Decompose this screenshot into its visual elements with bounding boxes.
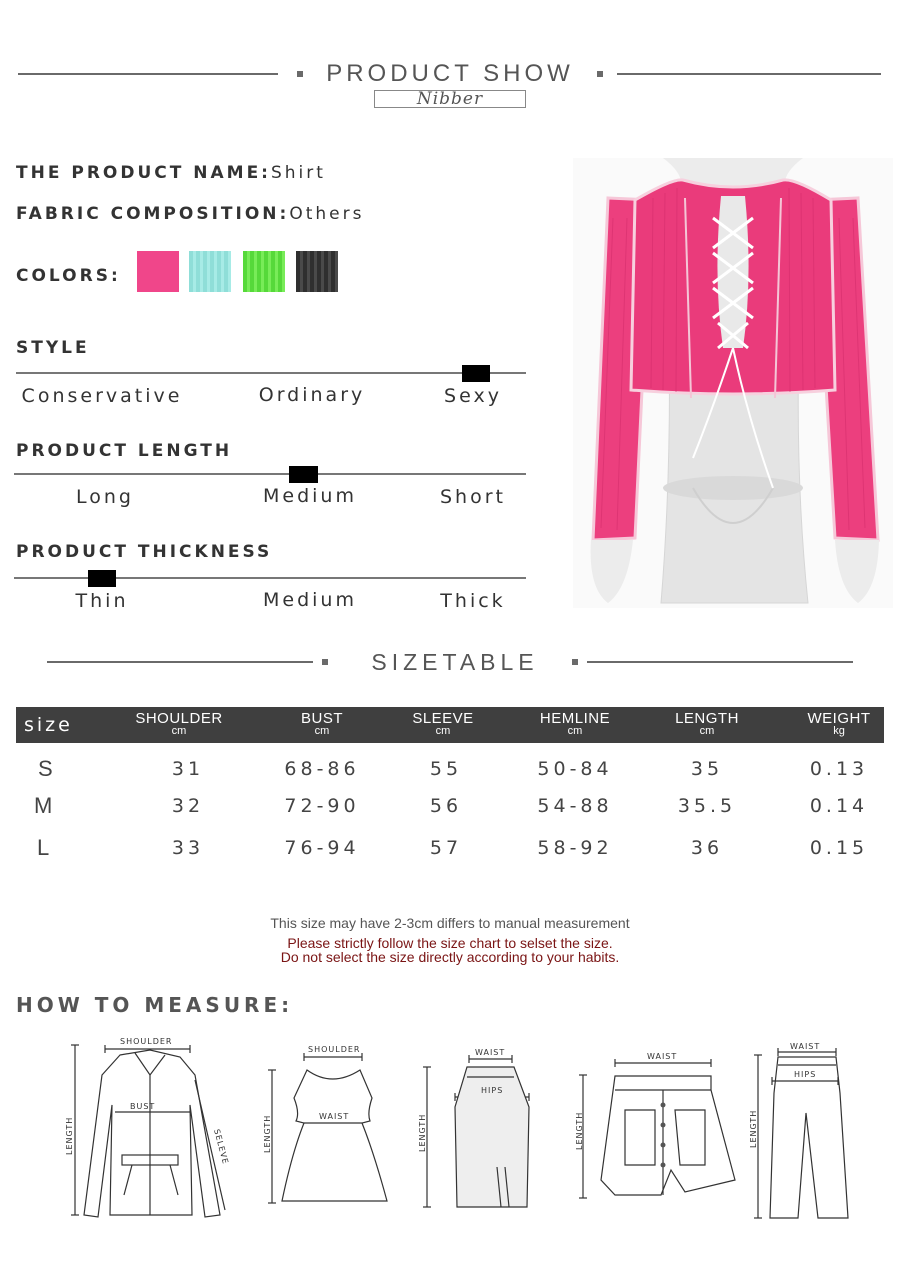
header-hemline bbox=[515, 711, 635, 737]
header-sleeve bbox=[383, 711, 503, 737]
header-shoulder bbox=[119, 711, 239, 737]
cell-hemline: 54-88 bbox=[537, 795, 613, 817]
header-length bbox=[647, 711, 767, 737]
fabric-value: Others bbox=[289, 204, 365, 224]
header-weight bbox=[779, 711, 899, 737]
cell-sleeve: 57 bbox=[429, 837, 463, 859]
color-swatch-black[interactable] bbox=[296, 251, 338, 292]
dress-measure-diagram bbox=[262, 1043, 392, 1208]
skirt-length-label: LENGTH bbox=[418, 1113, 427, 1152]
product-name-row bbox=[16, 163, 326, 183]
style-option-conservative: Conservative bbox=[21, 385, 183, 407]
how-to-measure-title: HOW TO MEASURE: bbox=[16, 993, 294, 1017]
brand-box bbox=[374, 90, 526, 108]
sizetable-header-row bbox=[16, 707, 884, 743]
jacket-bust-label: BUST bbox=[130, 1102, 156, 1111]
length-option-short: Short bbox=[440, 486, 506, 508]
row-size: M bbox=[34, 793, 53, 818]
skirt-waist-label: WAIST bbox=[475, 1048, 506, 1057]
cell-weight: 0.13 bbox=[809, 758, 869, 780]
jacket-measure-diagram bbox=[60, 1035, 240, 1220]
cell-shoulder: 33 bbox=[171, 837, 205, 859]
header-size: size bbox=[24, 714, 73, 736]
cell-shoulder: 32 bbox=[171, 795, 205, 817]
jacket-sleeve-label: SELEVE bbox=[212, 1128, 231, 1166]
skirt-hips-label: HIPS bbox=[481, 1086, 504, 1095]
cell-bust: 72-90 bbox=[284, 795, 360, 817]
style-option-sexy: Sexy bbox=[444, 385, 502, 407]
colors-label: COLORS: bbox=[16, 266, 121, 286]
length-scale-line bbox=[14, 473, 526, 475]
header-length-unit: cm bbox=[699, 725, 715, 737]
dress-length-label: LENGTH bbox=[263, 1114, 272, 1153]
skirt-measure-diagram bbox=[417, 1047, 537, 1212]
header-bust-name: BUST bbox=[300, 710, 343, 727]
length-option-medium: Medium bbox=[263, 485, 357, 507]
style-marker bbox=[462, 365, 490, 382]
thickness-option-thin: Thin bbox=[75, 590, 129, 612]
sizetable-rule-left bbox=[47, 661, 313, 663]
dress-shoulder-label: SHOULDER bbox=[308, 1045, 361, 1054]
pants-waist-label: WAIST bbox=[790, 1042, 821, 1051]
cell-length: 36 bbox=[690, 837, 724, 859]
shorts-waist-label: WAIST bbox=[647, 1052, 678, 1061]
cell-length: 35 bbox=[690, 758, 724, 780]
header-rule-left bbox=[18, 73, 278, 75]
jacket-length-label: LENGTH bbox=[65, 1116, 74, 1155]
fabric-label: FABRIC COMPOSITION: bbox=[16, 204, 290, 224]
pants-hips-label: HIPS bbox=[794, 1070, 817, 1079]
thickness-marker bbox=[88, 570, 116, 587]
header-weight-name: WEIGHT bbox=[807, 710, 871, 727]
pants-measure-diagram bbox=[748, 1043, 858, 1223]
length-option-long: Long bbox=[76, 486, 134, 508]
cell-hemline: 58-92 bbox=[537, 837, 613, 859]
cell-weight: 0.15 bbox=[809, 837, 869, 859]
cell-bust: 68-86 bbox=[284, 758, 360, 780]
shorts-length-label: LENGTH bbox=[575, 1111, 584, 1150]
color-swatch-pink[interactable] bbox=[137, 251, 179, 292]
style-scale-line bbox=[16, 372, 526, 374]
cell-length: 35.5 bbox=[677, 795, 737, 817]
sizetable-rule-right bbox=[587, 661, 853, 663]
cell-bust: 76-94 bbox=[284, 837, 360, 859]
header-bust bbox=[262, 711, 382, 737]
header-shoulder-unit: cm bbox=[171, 725, 187, 737]
style-title: STYLE bbox=[16, 338, 90, 358]
pants-length-label: LENGTH bbox=[749, 1109, 758, 1148]
header-length-name: LENGTH bbox=[675, 710, 739, 727]
dress-waist-label: WAIST bbox=[319, 1112, 350, 1121]
jacket-shoulder-label: SHOULDER bbox=[120, 1037, 173, 1046]
header-hemline-name: HEMLINE bbox=[539, 710, 611, 727]
product-name-value: Shirt bbox=[270, 163, 326, 183]
header-bullet-right bbox=[597, 71, 603, 77]
cell-weight: 0.14 bbox=[809, 795, 869, 817]
row-size: L bbox=[37, 835, 50, 860]
sizetable-title: SIZETABLE bbox=[371, 649, 539, 675]
product-photo bbox=[573, 158, 893, 608]
thickness-option-medium: Medium bbox=[263, 589, 357, 611]
page-title: PRODUCT SHOW bbox=[326, 60, 574, 87]
header-hemline-unit: cm bbox=[567, 725, 583, 737]
shorts-measure-diagram bbox=[575, 1050, 745, 1200]
header-shoulder-name: SHOULDER bbox=[135, 710, 223, 727]
header-weight-unit: kg bbox=[833, 725, 845, 737]
sizetable-bullet-left bbox=[322, 659, 328, 665]
length-marker bbox=[289, 466, 318, 483]
thickness-title: PRODUCT THICKNESS bbox=[16, 542, 273, 562]
header-sleeve-unit: cm bbox=[435, 725, 451, 737]
color-swatch-mint[interactable] bbox=[189, 251, 231, 292]
fabric-row bbox=[16, 204, 364, 224]
header-sleeve-name: SLEEVE bbox=[412, 710, 474, 727]
product-name-label: THE PRODUCT NAME: bbox=[16, 163, 271, 183]
cell-sleeve: 56 bbox=[429, 795, 463, 817]
cell-sleeve: 55 bbox=[429, 758, 463, 780]
sizetable-bullet-right bbox=[572, 659, 578, 665]
note-habits-warning: Do not select the size directly according to your habits. bbox=[280, 949, 620, 965]
style-option-ordinary: Ordinary bbox=[258, 384, 366, 406]
note-measurement-diff: This size may have 2-3cm differs to manual measurement bbox=[270, 915, 630, 931]
brand-name: Nibber bbox=[416, 89, 484, 109]
cell-hemline: 50-84 bbox=[537, 758, 613, 780]
row-size: S bbox=[38, 756, 53, 781]
length-title: PRODUCT LENGTH bbox=[16, 441, 233, 461]
color-swatch-green[interactable] bbox=[243, 251, 285, 292]
header-bust-unit: cm bbox=[314, 725, 330, 737]
thickness-option-thick: Thick bbox=[440, 590, 506, 612]
note-follow-chart: Please strictly follow the size chart to selset the size. bbox=[287, 935, 613, 951]
cell-shoulder: 31 bbox=[171, 758, 205, 780]
header-rule-right bbox=[617, 73, 881, 75]
